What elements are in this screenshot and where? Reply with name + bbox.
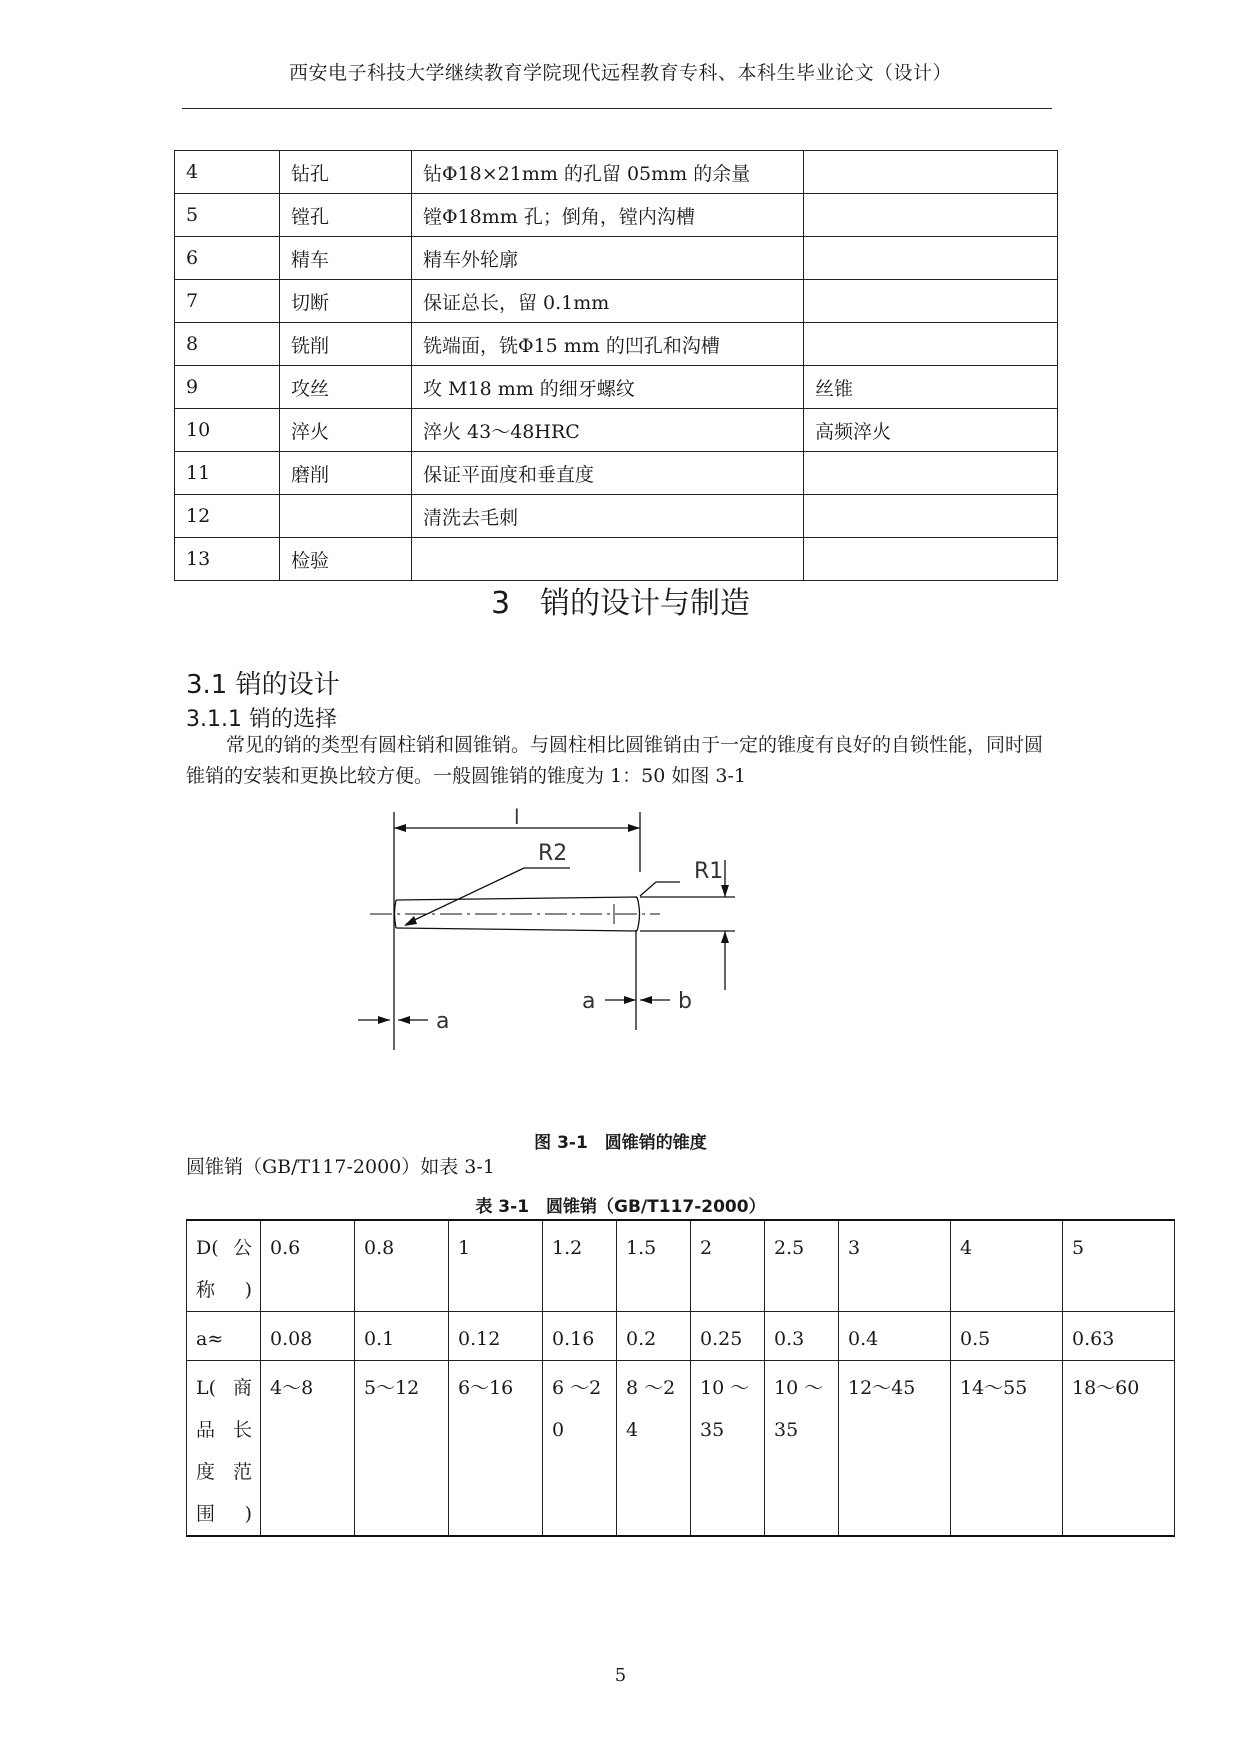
pin-cell — [1063, 1361, 1175, 1537]
pin-cell-value: 1.2 — [552, 1237, 583, 1259]
process-row — [175, 366, 1058, 409]
pin-cell-value: 12～45 — [848, 1377, 916, 1399]
pin-cell-value: 14～55 — [960, 1377, 1028, 1399]
process-cell-step: 镗孔 — [280, 194, 412, 237]
pin-cell-value: 0.08 — [270, 1328, 313, 1350]
running-header: 西安电子科技大学继续教育学院现代远程教育专科、本科生毕业论文（设计） — [288, 62, 952, 84]
pin-cell-value: 0.25 — [700, 1328, 743, 1350]
pin-cell — [543, 1220, 617, 1312]
process-cell-content: 保证总长，留 0.1mm — [412, 280, 804, 323]
process-cell-note — [804, 151, 1058, 194]
pin-cell — [617, 1312, 691, 1361]
pin-cell — [1063, 1220, 1175, 1312]
tapered-pin-table-body — [187, 1220, 1175, 1536]
process-cell-step: 铣削 — [280, 323, 412, 366]
pin-cell-value: 0.5 — [960, 1328, 991, 1350]
pin-right-end — [637, 897, 640, 931]
section-heading-3-1: 3.1 销的设计 — [186, 670, 340, 700]
process-row — [175, 409, 1058, 452]
pin-cell-value: 10 ～35 — [774, 1377, 824, 1441]
pin-cell — [449, 1220, 543, 1312]
pin-cell — [765, 1312, 839, 1361]
pin-cell — [839, 1361, 951, 1537]
pin-cell — [765, 1220, 839, 1312]
label-length: l — [514, 805, 520, 829]
pin-cell — [355, 1220, 449, 1312]
process-cell-note — [804, 237, 1058, 280]
process-row — [175, 495, 1058, 538]
pin-cell-value: 4～8 — [270, 1377, 314, 1399]
process-cell-note — [804, 323, 1058, 366]
pin-cell — [1063, 1312, 1175, 1361]
pin-cell — [449, 1361, 543, 1537]
process-cell-content: 钻Φ18×21mm 的孔留 05mm 的余量 — [412, 151, 804, 194]
process-cell-no: 13 — [175, 538, 280, 581]
pin-cell-value: 5 — [1072, 1237, 1085, 1259]
process-cell-no: 7 — [175, 280, 280, 323]
process-cell-step — [280, 495, 412, 538]
pin-cell-value: 8 ～24 — [626, 1377, 676, 1441]
process-row — [175, 538, 1058, 581]
pin-top-edge — [396, 897, 637, 900]
process-cell-content: 攻 M18 mm 的细牙螺纹 — [412, 366, 804, 409]
pin-cell — [691, 1312, 765, 1361]
r2-leader — [406, 868, 524, 924]
pin-cell — [261, 1312, 355, 1361]
process-cell-step: 切断 — [280, 280, 412, 323]
pin-cell — [839, 1220, 951, 1312]
pin-left-end — [395, 900, 397, 928]
process-cell-content: 保证平面度和垂直度 — [412, 452, 804, 495]
pin-row — [187, 1312, 1175, 1361]
process-cell-no: 11 — [175, 452, 280, 495]
section-heading-3-1-1: 3.1.1 销的选择 — [186, 707, 337, 732]
pin-row-label: a≈ — [187, 1312, 261, 1361]
pin-cell — [543, 1361, 617, 1537]
process-cell-no: 8 — [175, 323, 280, 366]
pin-cell-value: 0.4 — [848, 1328, 879, 1350]
pin-cell-value: 5～12 — [364, 1377, 420, 1399]
pin-cell-value: 10 ～35 — [700, 1377, 750, 1441]
process-cell-content — [412, 538, 804, 581]
pin-cell-value: 3 — [848, 1237, 861, 1259]
pin-cell — [951, 1312, 1063, 1361]
process-cell-content: 镗Φ18mm 孔；倒角，镗内沟槽 — [412, 194, 804, 237]
pin-row-label: L( 商品长度范围) — [187, 1361, 261, 1537]
pin-cell-value: 4 — [960, 1237, 973, 1259]
process-row — [175, 280, 1058, 323]
process-cell-note — [804, 452, 1058, 495]
pin-bottom-edge — [396, 928, 637, 931]
process-cell-no: 6 — [175, 237, 280, 280]
process-cell-note — [804, 538, 1058, 581]
tapered-pin-figure — [350, 800, 770, 1060]
pin-cell — [691, 1361, 765, 1537]
body-paragraph: 常见的销的类型有圆柱销和圆锥销。与圆柱相比圆锥销由于一定的锥度有良好的自锁性能，同时圆锥销的安装和更换比较方便。一般圆锥销的锥度为 1：50 如图 3-1 — [186, 734, 1044, 787]
process-table-body — [175, 151, 1058, 581]
pin-cell — [261, 1361, 355, 1537]
header-rule — [182, 108, 1052, 109]
label-r1: R1 — [694, 859, 724, 884]
process-cell-note: 丝锥 — [804, 366, 1058, 409]
pin-cell — [691, 1220, 765, 1312]
process-row — [175, 237, 1058, 280]
pin-cell-value: 6～16 — [458, 1377, 514, 1399]
pin-cell — [951, 1361, 1063, 1537]
pin-row — [187, 1361, 1175, 1537]
pin-cell — [543, 1312, 617, 1361]
pin-cell-value: 2.5 — [774, 1237, 805, 1259]
process-cell-note — [804, 280, 1058, 323]
process-table — [174, 150, 1058, 581]
process-cell-no: 12 — [175, 495, 280, 538]
process-cell-step: 磨削 — [280, 452, 412, 495]
process-cell-note: 高频淬火 — [804, 409, 1058, 452]
label-b: b — [678, 989, 692, 1014]
pin-cell-value: 18～60 — [1072, 1377, 1140, 1399]
table-caption: 表 3-1 圆锥销（GB/T117-2000） — [475, 1197, 766, 1217]
process-cell-note — [804, 194, 1058, 237]
pin-cell-value: 0.2 — [626, 1328, 657, 1350]
pin-row-label: D( 公称) — [187, 1220, 261, 1312]
pin-cell-value: 0.63 — [1072, 1328, 1115, 1350]
page-number: 5 — [614, 1665, 627, 1686]
process-row — [175, 194, 1058, 237]
figure-caption: 图 3-1 圆锥销的锥度 — [534, 1133, 707, 1153]
pin-cell — [261, 1220, 355, 1312]
pin-cell — [449, 1312, 543, 1361]
process-cell-content: 清洗去毛刺 — [412, 495, 804, 538]
process-cell-content: 精车外轮廓 — [412, 237, 804, 280]
process-cell-step: 精车 — [280, 237, 412, 280]
pin-cell — [617, 1220, 691, 1312]
pin-cell-value: 0.6 — [270, 1237, 301, 1259]
process-cell-step: 攻丝 — [280, 366, 412, 409]
process-cell-no: 5 — [175, 194, 280, 237]
label-r2: R2 — [538, 841, 568, 866]
label-a-left: a — [436, 1009, 450, 1034]
r1-leader — [640, 882, 656, 896]
pin-cell — [617, 1361, 691, 1537]
pin-cell-value: 6 ～20 — [552, 1377, 602, 1441]
process-cell-note — [804, 495, 1058, 538]
pin-cell-value: 0.8 — [364, 1237, 395, 1259]
pin-cell-value: 0.12 — [458, 1328, 501, 1350]
process-row — [175, 151, 1058, 194]
pin-cell-value: 0.1 — [364, 1328, 395, 1350]
pin-cell — [839, 1312, 951, 1361]
pin-cell-value: 1 — [458, 1237, 471, 1259]
pin-cell — [355, 1312, 449, 1361]
process-cell-no: 10 — [175, 409, 280, 452]
process-cell-step: 钻孔 — [280, 151, 412, 194]
process-cell-step: 检验 — [280, 538, 412, 581]
process-row — [175, 323, 1058, 366]
pin-cell-value: 0.16 — [552, 1328, 595, 1350]
label-a-right: a — [582, 989, 596, 1014]
process-cell-step: 淬火 — [280, 409, 412, 452]
pin-row — [187, 1220, 1175, 1312]
pin-cell — [765, 1361, 839, 1537]
pin-cell-value: 0.3 — [774, 1328, 805, 1350]
process-cell-no: 4 — [175, 151, 280, 194]
process-cell-no: 9 — [175, 366, 280, 409]
chapter-title: 3 销的设计与制造 — [490, 586, 751, 621]
pin-cell-value: 2 — [700, 1237, 713, 1259]
table-reference-line: 圆锥销（GB/T117-2000）如表 3-1 — [186, 1156, 495, 1178]
process-cell-content: 淬火 43～48HRC — [412, 409, 804, 452]
tapered-pin-table — [186, 1219, 1175, 1537]
pin-cell — [951, 1220, 1063, 1312]
process-row — [175, 452, 1058, 495]
pin-cell — [355, 1361, 449, 1537]
process-cell-content: 铣端面，铣Φ15 mm 的凹孔和沟槽 — [412, 323, 804, 366]
pin-cell-value: 1.5 — [626, 1237, 657, 1259]
